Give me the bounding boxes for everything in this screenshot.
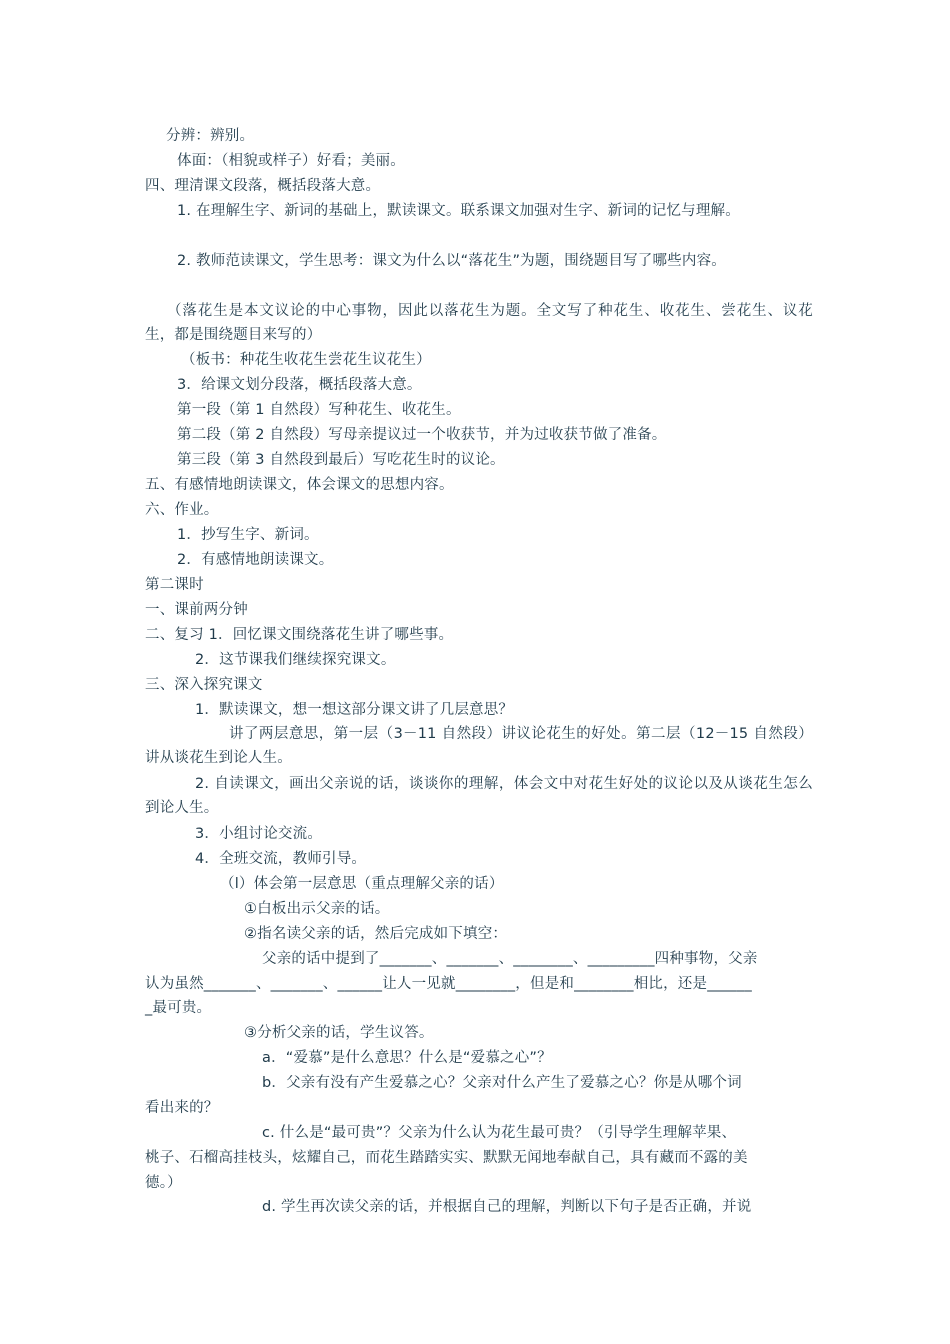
paragraph: （落花生是本文议论的中心事物，因此以落花生为题。全文写了种花生、收花生、尝花生、议花生，都是围绕题目来写的） (145, 303, 813, 343)
section-heading: 四、理清课文段落，概括段落大意。 (145, 178, 381, 194)
text-line: 3．小组讨论交流。 (195, 826, 323, 842)
section-heading: 第二课时 (145, 577, 204, 593)
text-line: 1. 在理解生字、新词的基础上，默读课文。联系课文加强对生字、新词的记忆与理解。 (177, 203, 740, 219)
text-line: ①白板出示父亲的话。 (244, 901, 390, 917)
text-line: 1．默读课文，想一想这部分课文讲了几层意思？ (195, 702, 514, 718)
text-line: 看出来的？ (145, 1100, 219, 1116)
fill-in-blank-line: 认为虽然_______、_______、______让人一见就________，但是和________相比，还是______ (145, 976, 752, 992)
text-line: 桃子、石榴高挂枝头，炫耀自己，而花生踏踏实实、默默无闻地奉献自己，具有藏而不露的美 (145, 1150, 748, 1166)
text-line: ③分析父亲的话，学生议答。 (244, 1025, 434, 1041)
text-line: b．父亲有没有产生爱慕之心？父亲对什么产生了爱慕之心？你是从哪个词 (262, 1075, 742, 1091)
text-line: 体面：（相貌或样子）好看；美丽。 (177, 153, 405, 169)
text-line: （板书：种花生收花生尝花生议花生） (181, 352, 431, 368)
text-line: d. 学生再次读父亲的话，并根据自己的理解，判断以下句子是否正确，并说 (262, 1199, 752, 1215)
text-line: 第三段（第 3 自然段到最后）写吃花生时的议论。 (177, 452, 505, 468)
text-line: 2．这节课我们继续探究课文。 (195, 652, 396, 668)
text-line: （l）体会第一层意思（重点理解父亲的话） (220, 876, 504, 892)
text-line: ②指名读父亲的话，然后完成如下填空： (244, 926, 508, 942)
section-heading: 五、有感情地朗读课文，体会课文的思想内容。 (145, 477, 454, 493)
text-line: c. 什么是“最可贵”？父亲为什么认为花生最可贵？（引导学生理解苹果、 (262, 1125, 737, 1141)
text-line: 3．给课文划分段落，概括段落大意。 (177, 377, 422, 393)
text-line: 分辨：辨别。 (166, 128, 255, 144)
text-line: 德。） (145, 1175, 182, 1191)
fill-in-blank-line: _最可贵。 (145, 1000, 212, 1016)
fill-in-blank-line: 父亲的话中提到了_______、_______、________、_________四种事物，父亲 (262, 951, 758, 967)
paragraph: 讲了两层意思，第一层（3－11 自然段）讲议论花生的好处。第二层（12－15 自然段）讲从谈花生到论人生。 (145, 726, 813, 766)
text-line: 4．全班交流，教师引导。 (195, 851, 367, 867)
section-heading: 三、深入探究课文 (145, 677, 263, 693)
text-line: 1．抄写生字、新词。 (177, 527, 319, 543)
text-line: 第二段（第 2 自然段）写母亲提议过一个收获节，并为过收获节做了准备。 (177, 427, 667, 443)
text-line: 2．有感情地朗读课文。 (177, 552, 334, 568)
section-heading: 二、复习 1．回忆课文围绕落花生讲了哪些事。 (145, 627, 454, 643)
text-line: a．“爱慕”是什么意思？什么是“爱慕之心”？ (262, 1050, 552, 1066)
text-line: 第一段（第 1 自然段）写种花生、收花生。 (177, 402, 461, 418)
section-heading: 六、作业。 (145, 502, 219, 518)
text-line: 2. 教师范读课文，学生思考：课文为什么以“落花生”为题，围绕题目写了哪些内容。 (177, 253, 726, 269)
paragraph: 2. 自读课文，画出父亲说的话，谈谈你的理解，体会文中对花生好处的议论以及从谈花生怎么到论人生。 (145, 776, 813, 816)
section-heading: 一、课前两分钟 (145, 602, 248, 618)
